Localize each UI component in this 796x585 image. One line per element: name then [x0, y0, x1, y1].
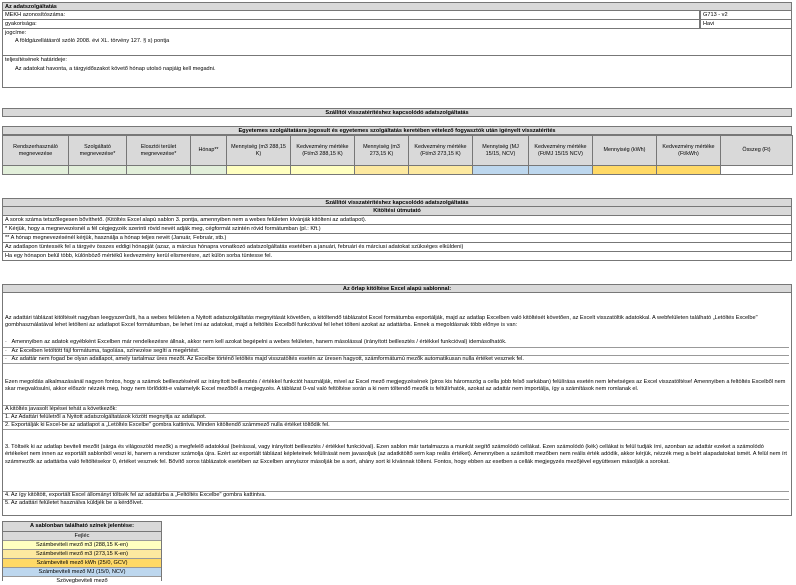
bullet-item: · Az Excelben letöltött fájl formátuma, tagolása, színezése segíti a megértést. — [3, 347, 789, 355]
refund-table — [2, 135, 793, 175]
deadline-box — [2, 56, 792, 88]
section1-subtitle: Egyetemes szolgáltatásra jogosult és egyetemes szolgáltatás keretében vételező fogyasztók után igényelt visszatérítés — [2, 126, 792, 135]
section3-body — [2, 293, 792, 516]
freq-value: Havi — [700, 20, 792, 29]
bullet-icon: · — [5, 348, 7, 354]
col-header: Kedvezmény mértéke (Ft/kWh) — [657, 136, 721, 166]
section1-title: Szállítói visszatérítéshez kapcsolódó adatszolgáltatás — [2, 108, 792, 117]
law-text: A földgázellátásról szóló 2008. évi XL. törvény 127. § s) pontja — [15, 38, 170, 44]
bullet-item: · Amennyiben az adatok egyébként Excelben már rendelkezésre állnak, akkor nem kell azokat begépelni a webes felületen, hanem másolással (irányított beillesztés / értékkel funkcióval) idemásolhatók. — [5, 339, 507, 345]
bullet-item: · Az adattár nem fogad be olyan adatlapot, amely tartalmaz üres mezőt. Az Excelbe történő letöltés majd visszatöltés esetén az üresen hagyott, számformátumú mezők automatikusan nulla értéket vesznek fel. — [3, 355, 789, 364]
col-header: Hónap** — [191, 136, 227, 166]
input-cell[interactable] — [721, 166, 793, 175]
section3-title: Az őrlap kitöltése Excel alapú sablonnal: — [2, 284, 792, 293]
legend-item-text: Szövegbeviteli mező — [3, 577, 161, 585]
section2-title: Szállítói visszatérítéshez kapcsolódó adatszolgáltatás — [2, 198, 792, 207]
col-header: Kedvezmény mértéke (Ft/m3 273,15 K) — [409, 136, 473, 166]
warning-paragraph: Ezen megoldás alkalmazásánál nagyon fontos, hogy a számok beillesztésénél az irányított beillesztés / értékkel funkciót használják, mivel az Excel mező megjegyzésének (piros kis háromszög a cella jobb felső sarkában) felülírása esetén nem lehetséges az Excel visszatöltése! Amennyiben a feltöltés Excelből nem skar megvalósulni, akkor először nézzék meg, hogy nem törlődött-e valamelyik Excel mezőből a megjegyzés. A táblázat 0-val való feltöltése során a ki nem töltendő mezők is feltülírhatók, azokat az adattár nem importálja, így a számítások nem romlanak el. — [5, 379, 786, 393]
guide-line: A sorok száma tetszőlegesen bővíthető. (Kitöltés Excel alapú sablon 3. pontja, amennyiben nem a webes felületen kívánják kitölteni az adatlapot). — [2, 216, 792, 225]
col-header: Elosztói terület megnevezése* — [127, 136, 191, 166]
section2-subtitle: Kitöltési útmutató — [2, 207, 792, 216]
law-box — [2, 29, 792, 56]
law-label: jogcíme: — [5, 30, 27, 36]
step-item: 2. Exportálják ki Excel-be az adatlapot a „Letöltés Excelbe" gombra kattintva. Minden kitöltendő számmező nulla értéket töltődik fel. — [3, 421, 789, 430]
legend-title: A sablonban található színek jelentése: — [3, 522, 161, 532]
guide-line: * Kérjük, hogy a megnevezésnél a fél cégjegyzék szerinti rövid nevét adják meg, cégformát szintén rövid formátumban (pl.: Kft.) — [2, 225, 792, 234]
guide-line: Az adatlapon tüntessék fel a tárgyév összes eddigi hónapját (azaz, a március hónapra vonatkozó adatszolgáltatás esetében a januári, februári és márciusi adatokat szükséges elküldeni) — [2, 243, 792, 252]
freq-row — [2, 20, 700, 29]
steps-title: A kitöltés javasolt lépései tehát a következők: — [3, 405, 789, 413]
col-header: Mennyiség (m3 273,15 K) — [355, 136, 409, 166]
step-item: 4. Az így kitöltött, exportált Excel állományt töltsék fel az adattárba a „Feltöltés Excelbe" gombra kattintva. — [3, 491, 789, 499]
legend-item-m3-288: Számbeviteli mező m3 (288,15 K-en) — [3, 541, 161, 550]
table-input-row — [3, 166, 793, 175]
mekh-label: MEKH azonosítószáma: — [5, 12, 66, 18]
col-header: Szolgáltató megnevezése* — [69, 136, 127, 166]
bullet-icon: · — [5, 339, 7, 345]
input-cell[interactable] — [355, 166, 409, 175]
deadline-label: teljesítésének határideje: — [5, 57, 67, 63]
input-cell[interactable] — [127, 166, 191, 175]
bullet-icon: · — [5, 356, 7, 362]
col-header: Mennyiség (m3 288,15 K) — [227, 136, 291, 166]
mekh-row — [2, 11, 700, 20]
mekh-value: G713 - v2 — [700, 11, 792, 20]
deadline-text: Az adatokat havonta, a tárgyidőszakot követő hónap utolsó napjáig kell megadni. — [15, 66, 216, 72]
step-item: 5. Az adattári felületet használva küldjék be a kérdőívet. — [3, 499, 789, 507]
input-cell[interactable] — [191, 166, 227, 175]
intro-paragraph: Az adattári táblázat kitöltését nagyban leegyszerűsíti, ha a webes felületen a Nyitott adatszolgáltatás megnyitását követően, a kitöltendő táblázatot Excel formátumba exportálják, majd az adatlap Excelben való kitöltését követően, az Excelt visszatöltik adatokkal. A webfelületen található „Letöltés Excelbe" gombhasználatával lehet letölteni az adatlapot Excel formátumban, be lehet írni az adatokat, majd a feltöltés Excelből funkcióval fel lehet tölteni azokat az adattárba. Ennek a megoldásnak több előnye is van: — [5, 315, 758, 329]
step-item: 1. Az Adattári felületről a Nyitott adatszolgáltatások között megnyitja az adatlapot. — [3, 413, 789, 421]
step-item: 3. Töltsék ki az adatlap beviteli mezőit (sárga és világoszöld mezők) a megfelelő adatokkal (beírással, vagy irányított beillesztés / értékkel funkcióval). Ezen sablon már tartalmazza a munkát segítő számolódó cellákat. Ezen számolódó (kék) cellákat is felül tudják írni, azonban az adattár ezeket a számolódó értékeket nem innen az exportált sablonból veszi ki, hanem a rendszer számolja újra. Ezért az exportált táblázat képleteinek felülírását nem javasoljuk (az adatkitöltő sem kap reális értéket). Amennyiben a számított mezőben nem reális érték adódik, akkor kérjük, nézzék meg a beírt alapadatokat ismét. A felül nem írt számmezők az adattárba való feltöltésekor 0, értéket vesznek fel. Bővítő soros táblázatok esetében az Excelben annyiszor másolják be a sort, ahány sort ki kívánnak tölteni. Fontos, hogy ebben az esetben a cellák megjegyzés mezőjével együttesen másolják a sorokat. — [5, 444, 787, 465]
input-cell[interactable] — [593, 166, 657, 175]
input-cell[interactable] — [69, 166, 127, 175]
legend-item-kwh: Számbeviteli mező kWh (25/0, GCV) — [3, 559, 161, 568]
input-cell[interactable] — [409, 166, 473, 175]
input-cell[interactable] — [657, 166, 721, 175]
guide-line: ** A hónap megnevezésénél kérjük, használja a hónap teljes nevét (Január, Február, stb.) — [2, 234, 792, 243]
col-header: Mennyiség (MJ 15/15, NCV) — [473, 136, 529, 166]
col-header: Rendszerhasználó megnevezése — [3, 136, 69, 166]
col-header: Kedvezmény mértéke (Ft/m3 288,15 K) — [291, 136, 355, 166]
col-header: Mennyiség (kWh) — [593, 136, 657, 166]
legend-item-m3-273: Számbeviteli mező m3 (273,15 K-en) — [3, 550, 161, 559]
freq-label: gyakorisága: — [5, 21, 37, 27]
guide-line: Ha egy hónapon belül több, különböző mértékű kedvezmény kerül elismerésre, azt külön sorba tüntesse fel. — [2, 252, 792, 261]
input-cell[interactable] — [3, 166, 69, 175]
header-title: Az adatszolgáltatás — [2, 2, 792, 11]
legend-item-header: Fejléc — [3, 532, 161, 541]
input-cell[interactable] — [291, 166, 355, 175]
input-cell[interactable] — [529, 166, 593, 175]
table-header-row — [3, 136, 793, 166]
input-cell[interactable] — [473, 166, 529, 175]
input-cell[interactable] — [227, 166, 291, 175]
legend-item-mj: Számbeviteli mező MJ (15/0, NCV) — [3, 568, 161, 577]
color-legend — [2, 521, 162, 584]
col-header: Összeg (Ft) — [721, 136, 793, 166]
col-header: Kedvezmény mértéke (Ft/MJ 15/15 NCV) — [529, 136, 593, 166]
